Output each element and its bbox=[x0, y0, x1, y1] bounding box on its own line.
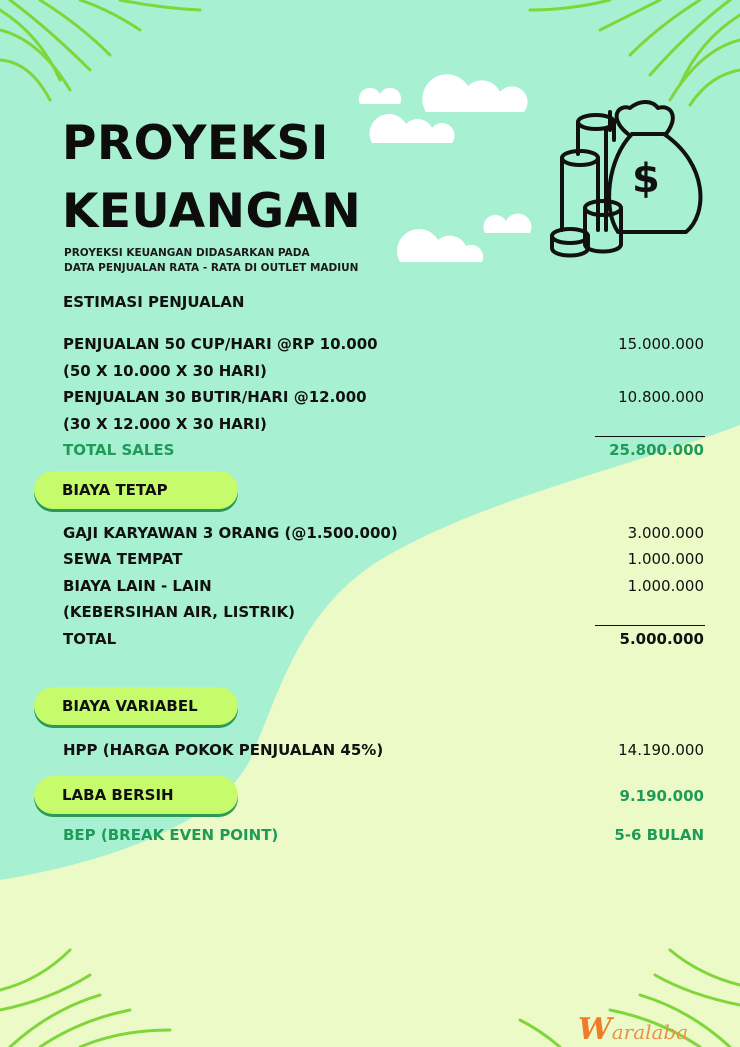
sales-item-2-detail: (30 X 12.000 X 30 HARI) bbox=[63, 415, 267, 433]
variable-item-1-value: 14.190.000 bbox=[618, 741, 704, 759]
fixed-costs-heading: BIAYA TETAP bbox=[62, 481, 168, 499]
net-profit-heading: LABA BERSIH bbox=[62, 786, 174, 804]
dollar-sign: $ bbox=[632, 156, 660, 202]
net-profit-pill bbox=[34, 776, 238, 814]
sales-item-1-label: PENJUALAN 50 CUP/HARI @RP 10.000 bbox=[63, 335, 378, 353]
palm-leaf-top-left bbox=[0, 0, 200, 100]
fixed-total-value: 5.000.000 bbox=[619, 630, 704, 648]
fixed-item-3-label: BIAYA LAIN - LAIN bbox=[63, 577, 212, 595]
sales-total-label: TOTAL SALES bbox=[63, 441, 175, 459]
clouds bbox=[359, 74, 532, 262]
variable-costs-heading: BIAYA VARIABEL bbox=[62, 697, 198, 715]
subtitle-line-2: DATA PENJUALAN RATA - RATA DI OUTLET MADIUN bbox=[64, 262, 359, 274]
title-line-2: KEUANGAN bbox=[62, 184, 362, 239]
fixed-item-1-label: GAJI KARYAWAN 3 ORANG (@1.500.000) bbox=[63, 524, 398, 542]
fixed-item-2-value: 1.000.000 bbox=[627, 550, 704, 568]
sales-total-rule bbox=[595, 436, 705, 437]
money-bag-coins-icon bbox=[548, 98, 708, 258]
watermark-text: aralaba bbox=[611, 1020, 689, 1044]
bep-label: BEP (BREAK EVEN POINT) bbox=[63, 826, 279, 844]
variable-item-1-label: HPP (HARGA POKOK PENJUALAN 45%) bbox=[63, 741, 384, 759]
fixed-item-2-label: SEWA TEMPAT bbox=[63, 550, 183, 568]
sales-item-2-value: 10.800.000 bbox=[618, 388, 704, 406]
cream-wave bbox=[0, 425, 740, 1047]
sales-item-1-value: 15.000.000 bbox=[618, 335, 704, 353]
fixed-item-1-value: 3.000.000 bbox=[627, 524, 704, 542]
palm-leaf-top-right bbox=[530, 0, 740, 105]
watermark-letter: W bbox=[578, 1012, 612, 1047]
fixed-total-label: TOTAL bbox=[63, 630, 117, 648]
sales-item-2-label: PENJUALAN 30 BUTIR/HARI @12.000 bbox=[63, 388, 367, 406]
title-line-1: PROYEKSI bbox=[62, 116, 329, 171]
net-profit-value: 9.190.000 bbox=[619, 787, 704, 805]
page-subtitle bbox=[64, 246, 358, 276]
fixed-item-3-value: 1.000.000 bbox=[627, 577, 704, 595]
sales-item-1-detail: (50 X 10.000 X 30 HARI) bbox=[63, 362, 267, 380]
sales-total-value: 25.800.000 bbox=[609, 441, 704, 459]
sales-heading: ESTIMASI PENJUALAN bbox=[63, 293, 245, 311]
page-title bbox=[62, 110, 361, 246]
fixed-item-3-detail: (KEBERSIHAN AIR, LISTRIK) bbox=[63, 603, 296, 621]
bep-value: 5-6 BULAN bbox=[614, 826, 704, 844]
fixed-total-rule bbox=[595, 625, 705, 626]
watermark-logo bbox=[578, 1012, 688, 1047]
subtitle-line-1: PROYEKSI KEUANGAN DIDASARKAN PADA bbox=[64, 247, 310, 259]
fixed-costs-pill bbox=[34, 471, 238, 509]
variable-costs-pill bbox=[34, 687, 238, 725]
